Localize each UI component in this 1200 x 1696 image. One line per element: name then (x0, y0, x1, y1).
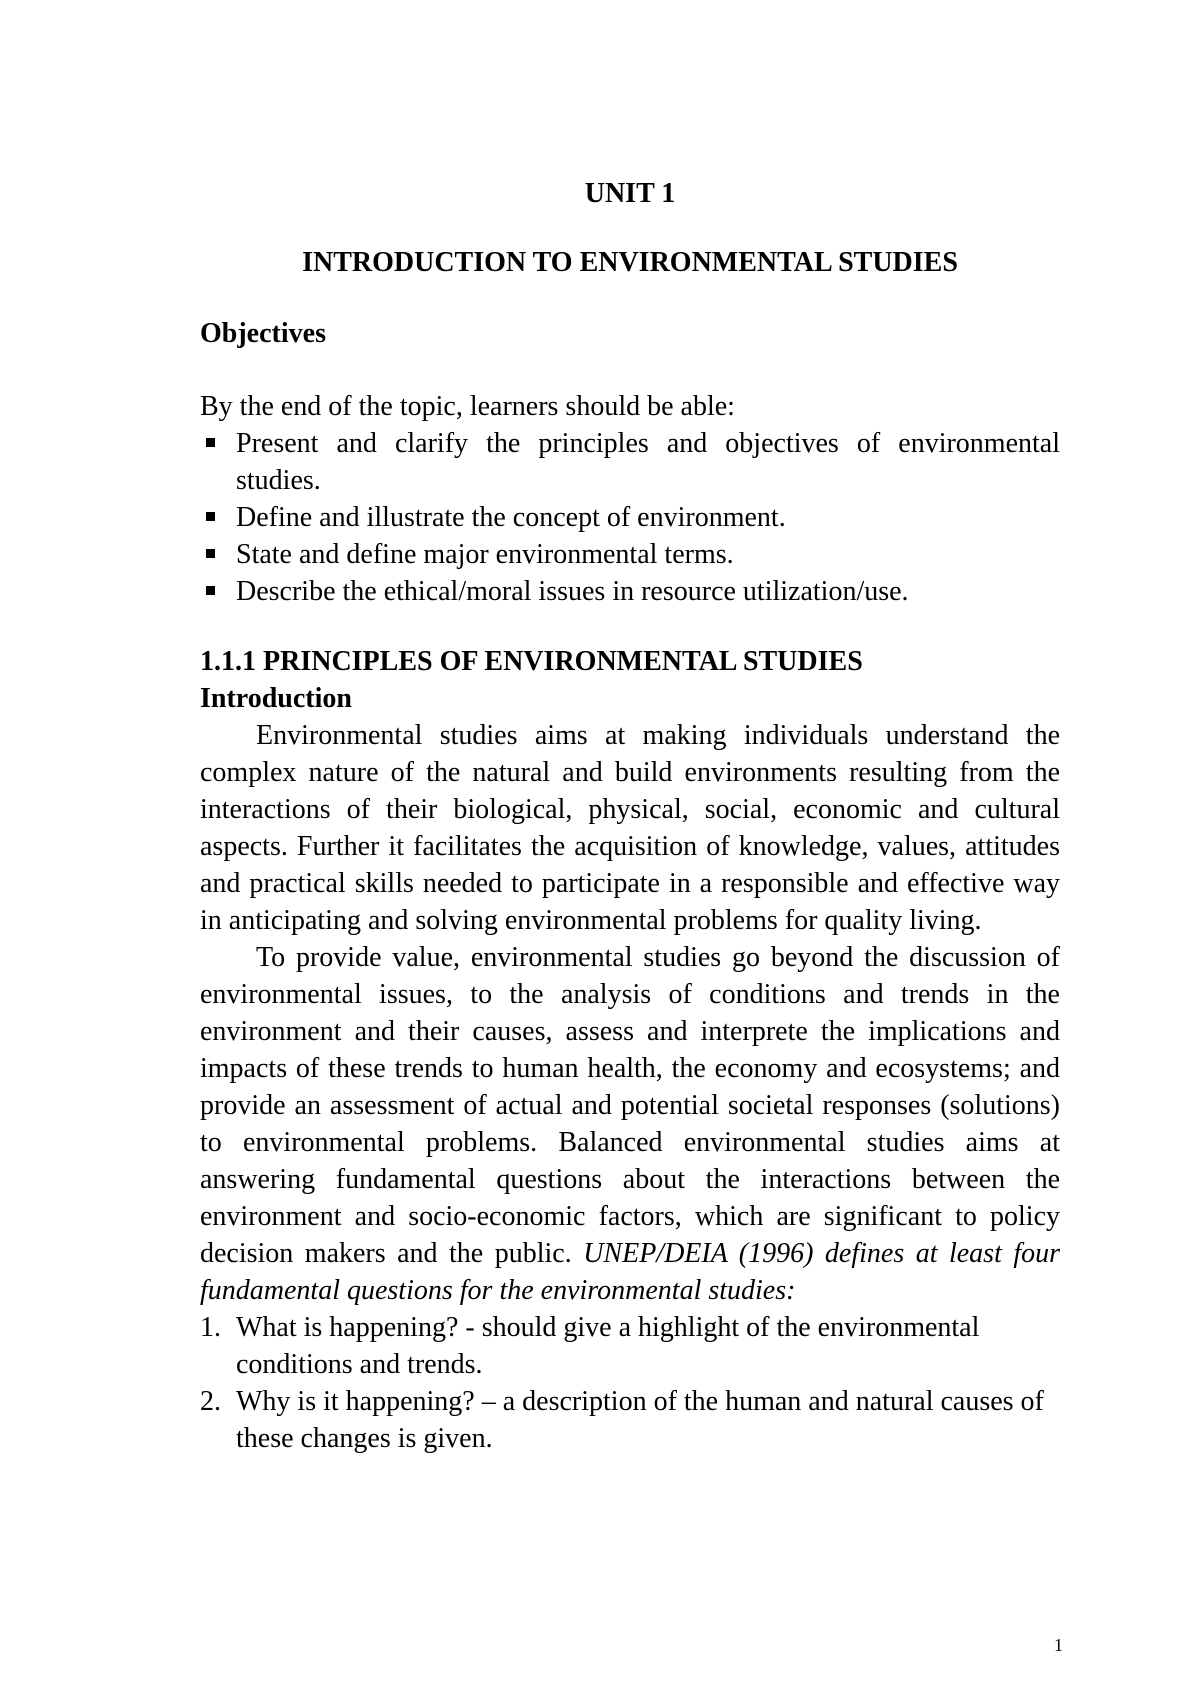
page-number: 1 (1054, 1635, 1063, 1655)
square-bullet-icon (206, 586, 215, 595)
questions-list (200, 1309, 1060, 1457)
square-bullet-icon (206, 438, 215, 447)
section-heading: 1.1.1 PRINCIPLES OF ENVIRONMENTAL STUDIES (200, 646, 863, 677)
paragraph-text: To provide value, environmental studies go beyond the discussion of environmental issues, to the analysis of conditions and trends in the environment and their causes, assess and interprete the implications and impacts of these trends to human health, the economy and ecosystems; and provide an assessment of actual and potential societal responses (solutions) to environmental problems. Balanced environmental studies aims at answering fundamental questions about the interactions between the environment and socio-economic factors, which are significant to policy decision makers and the public. (200, 942, 1060, 1269)
list-item (200, 1383, 1060, 1457)
objectives-intro: By the end of the topic, learners should be able: (200, 391, 735, 422)
document-page (200, 175, 1060, 1457)
unit-title: UNIT 1 (584, 178, 676, 209)
list-item (200, 425, 1060, 499)
square-bullet-icon (206, 512, 215, 521)
body-paragraph (200, 939, 1060, 1309)
objective-text: Describe the ethical/moral issues in resource utilization/use. (236, 576, 909, 607)
objective-text: State and define major environmental terms. (236, 539, 734, 570)
objectives-list (200, 425, 1060, 610)
list-item (200, 499, 1060, 536)
question-text: Why is it happening? – a description of the human and natural causes of these changes is given. (236, 1386, 1044, 1454)
square-bullet-icon (206, 549, 215, 558)
list-item (200, 1309, 1060, 1383)
list-number: 2. (200, 1386, 221, 1417)
objectives-heading: Objectives (200, 318, 326, 349)
objective-text: Define and illustrate the concept of environment. (236, 502, 786, 533)
citation-text: UNEP/DEIA (1996) defines at least four fundamental questions for the environmental studies: (200, 1238, 1060, 1306)
list-number: 1. (200, 1312, 221, 1343)
section-subheading: Introduction (200, 683, 352, 714)
list-item (200, 573, 1060, 610)
list-item (200, 536, 1060, 573)
body-paragraph (200, 717, 1060, 939)
objective-text: Present and clarify the principles and objectives of environmental studies. (236, 428, 1060, 496)
question-text: What is happening? - should give a highlight of the environmental conditions and trends. (236, 1312, 980, 1380)
chapter-title: INTRODUCTION TO ENVIRONMENTAL STUDIES (302, 247, 958, 278)
paragraph-text: Environmental studies aims at making individuals understand the complex nature of the natural and build environments resulting from the interactions of their biological, physical, social, economic and cultural aspects. Further it facilitates the acquisition of knowledge, values, attitudes and practical skills needed to participate in a responsible and effective way in anticipating and solving environmental problems for quality living. (200, 720, 1060, 936)
